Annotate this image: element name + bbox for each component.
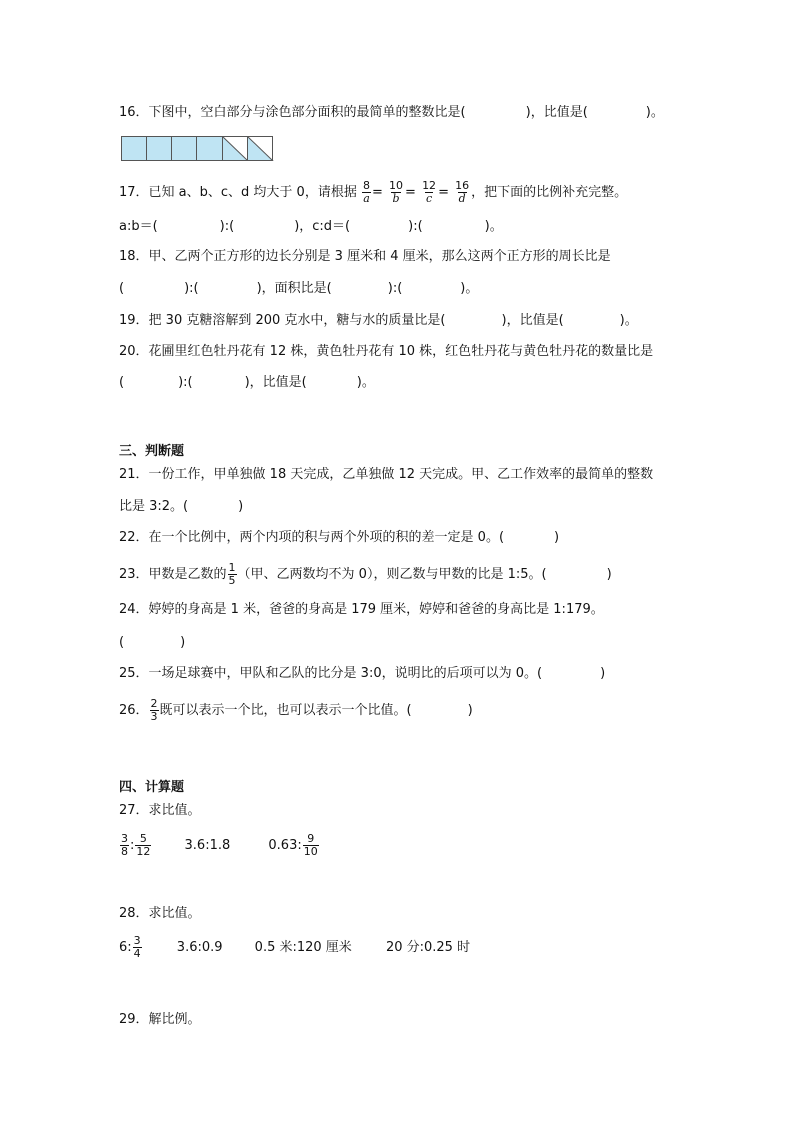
fraction: $\frac{1}{5}$ xyxy=(228,561,236,587)
q28-title: 28．求比值。 xyxy=(119,906,201,921)
q17-line2: a:b＝( ):( )，c:d＝( ):( )。 xyxy=(119,219,503,234)
fraction: $\frac{12}{c}$ xyxy=(422,179,437,205)
fraction: $\frac{5}{12}$ xyxy=(136,832,151,858)
q18-line: 18．甲、乙两个正方形的边长分别是 3 厘米和 4 厘米，那么这两个正方形的周长比是 xyxy=(119,249,611,264)
expression: 0.5 米:120 厘米 xyxy=(254,940,352,955)
expression: 3.6:0.9 xyxy=(176,940,223,955)
section-heading: 四、计算题 xyxy=(119,780,185,795)
fraction: $\frac{10}{b}$ xyxy=(389,179,404,205)
q29-title: 29．解比例。 xyxy=(119,1012,201,1027)
area-figure xyxy=(121,136,275,166)
q27-expressions: $\frac{3}{8}$ : $\frac{5}{12}$ 3.6:1.8 0.63: $\frac{9}{10}$ xyxy=(121,832,318,858)
q20-line2: ( ):( )，比值是( )。 xyxy=(119,375,375,390)
fraction: $\frac{3}{4}$ xyxy=(133,934,141,960)
q19-line: 19．把 30 克糖溶解到 200 克水中，糖与水的质量比是( )，比值是( )。 xyxy=(119,313,638,328)
q28-expressions: 6: $\frac{3}{4}$ 3.6:0.9 0.5 米:120 厘米 20 分:0.25 时 xyxy=(119,934,471,960)
q17-line: 17．已知 a、b、c、d 均大于 0，请根据 $\frac{8}{a}$ = $\frac{10}{b}$ = $\frac{12}{c}$ = $\frac{16}{d}$ ，把下面的比例补充完整。 xyxy=(119,179,628,205)
q24-line: 24．婷婷的身高是 1 米，爸爸的身高是 179 厘米，婷婷和爸爸的身高比是 1:179。 xyxy=(119,602,604,617)
fraction: $\frac{3}{8}$ xyxy=(121,832,128,858)
fraction: $\frac{9}{10}$ xyxy=(303,832,318,858)
q26-line: 26． $\frac{2}{3}$ 既可以表示一个比，也可以表示一个比值。( ) xyxy=(119,697,473,723)
section-heading: 三、判断题 xyxy=(119,444,185,459)
q22-line: 22．在一个比例中，两个内项的积与两个外项的积的差一定是 0。( ) xyxy=(119,530,560,545)
fraction: $\frac{8}{a}$ xyxy=(362,179,370,205)
q27-title: 27．求比值。 xyxy=(119,803,201,818)
q16-line: 16．下图中，空白部分与涂色部分面积的最简单的整数比是( )，比值是( )。 xyxy=(119,105,664,120)
q18-line2: ( ):( )，面积比是( ):( )。 xyxy=(119,281,479,296)
q23-line: 23．甲数是乙数的 $\frac{1}{5}$ （甲、乙两数均不为 0），则乙数与甲数的比是 1:5。( ) xyxy=(119,561,612,587)
q21-line2: 比是 3:2。( ) xyxy=(119,499,244,514)
expression: 20 分:0.25 时 xyxy=(385,940,471,955)
q25-line: 25．一场足球赛中，甲队和乙队的比分是 3:0，说明比的后项可以为 0。( ) xyxy=(119,666,606,681)
q24-line2: ( ) xyxy=(119,635,186,650)
expression: 3.6:1.8 xyxy=(184,838,231,853)
q21-line: 21．一份工作，甲单独做 18 天完成，乙单独做 12 天完成。甲、乙工作效率的最简单的整数 xyxy=(119,467,654,482)
fraction: $\frac{16}{d}$ xyxy=(455,179,470,205)
q16-text: 16．下图中，空白部分与涂色部分面积的最简单的整数比是( xyxy=(119,105,466,120)
expression: 0.63: xyxy=(268,838,302,853)
q20-line: 20．花圃里红色牡丹花有 12 株，黄色牡丹花有 10 株，红色牡丹花与黄色牡丹花的数量比是 xyxy=(119,344,654,359)
fraction: $\frac{2}{3}$ xyxy=(150,697,158,723)
